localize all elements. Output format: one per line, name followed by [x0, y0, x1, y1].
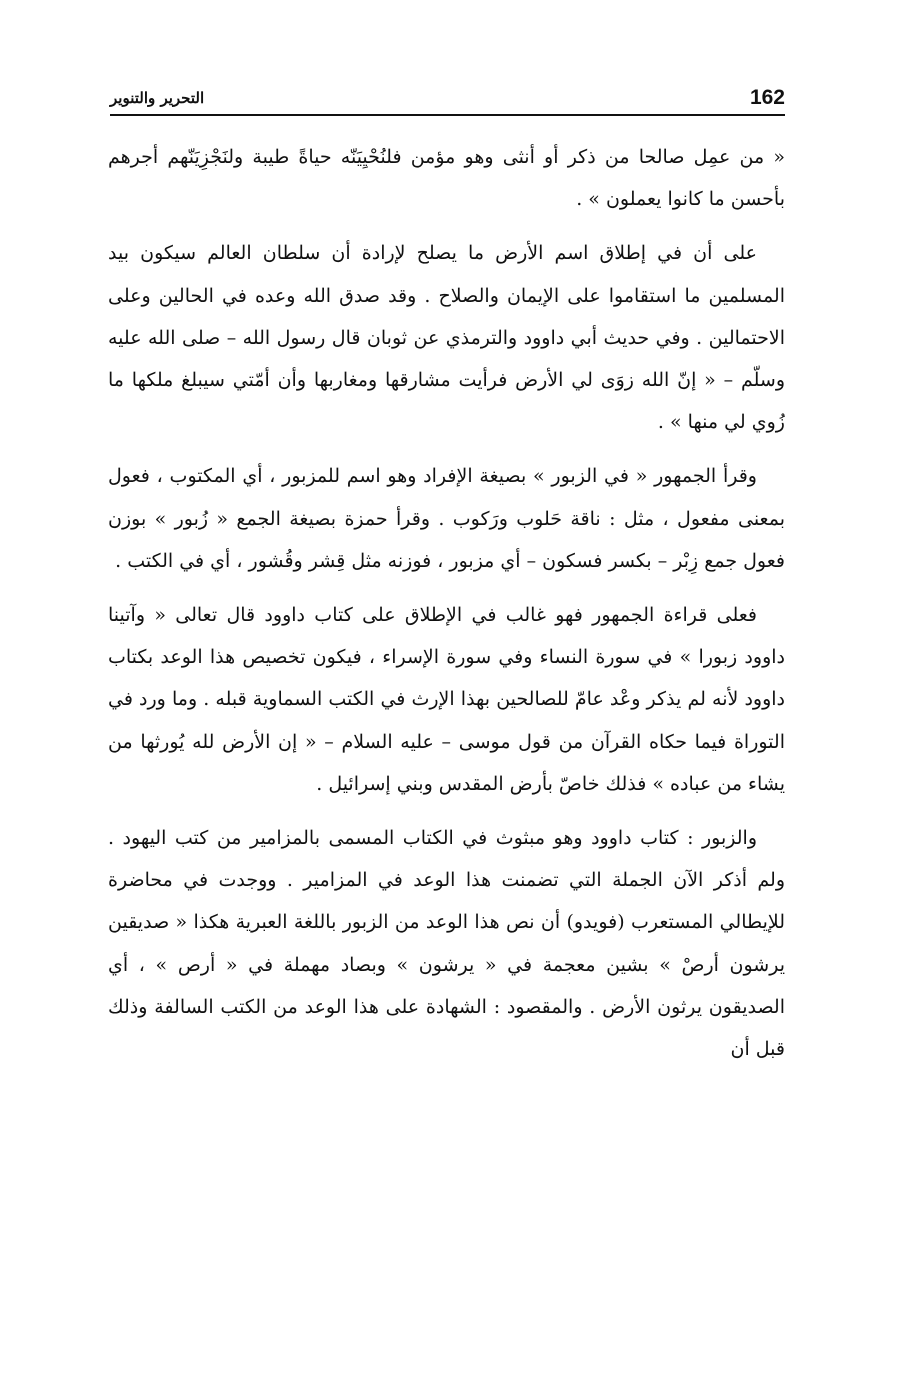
paragraph-quran-quote: « من عمِل صالحا من ذكر أو أنثى وهو مؤمن فلنُحْيِيَنّه حياةً طيبة ولنَجْزِيَنّهم أجرهم بأحسن ما كانوا يعملون » . [108, 146, 785, 211]
body-text [108, 136, 785, 1070]
paragraph-inheritance-of-earth: على أن في إطلاق اسم الأرض ما يصلح لإرادة أن سلطان العالم سيكون بيد المسلمين ما استقاموا على الإيمان والصلاح . وقد صدق الله وعده في الحالين وعلى الاحتمالين . وفي حديث أبي داوود والترمذي عن ثوبان قال رسول الله – صلى الله عليه وسلّم – « إنّ الله زوَى لي الأرض فرأيت مشارقها ومغاربها وأن أمّتي سيبلغ ملكها ما زُوي لي منها » . [108, 242, 785, 434]
paragraph-zabur-reading: وقرأ الجمهور « في الزبور » بصيغة الإفراد وهو اسم للمزبور ، أي المكتوب ، فعول بمعنى مفعول ، مثل : ناقة حَلوب ورَكوب . وقرأ حمزة بصيغة الجمع « زُبور » بوزن فعول جمع زِبْر – بكسر فسكون – أي مزبور ، فوزنه مثل قِشر وقُشور ، أي في الكتب . [108, 465, 785, 572]
running-title: التحرير والتنوير [110, 89, 205, 107]
paragraph-book-of-david: فعلى قراءة الجمهور فهو غالب في الإطلاق على كتاب داوود قال تعالى « وآتينا داوود زبورا » في سورة النساء وفي سورة الإسراء ، فيكون تخصيص هذا الوعد بكتاب داوود لأنه لم يذكر وعْد عامّ للصالحين بهذا الإرث في الكتب السماوية قبله . وما ورد في التوراة فيما حكاه القرآن من قول موسى – عليه السلام – « إن الأرض لله يُورثها من يشاء من عباده » فذلك خاصّ بأرض المقدس وبني إسرائيل . [108, 604, 785, 795]
paragraph-psalms: والزبور : كتاب داوود وهو مبثوث في الكتاب المسمى بالمزامير من كتب اليهود . ولم أذكر الآن الجملة التي تضمنت هذا الوعد في المزامير . ووجدت في محاضرة للإيطالي المستعرب (فويدو) أن نص هذا الوعد من الزبور باللغة العبرية هكذا « صديقين يرشون أرصْ » بشين معجمة في « يرشون » وبصاد مهملة في « أرص » ، أي الصديقون يرثون الأرض . والمقصود : الشهادة على هذا الوعد من الكتب السالفة وذلك قبل أن [108, 827, 785, 1061]
page-number: 162 [749, 86, 785, 109]
page-header [110, 84, 785, 116]
